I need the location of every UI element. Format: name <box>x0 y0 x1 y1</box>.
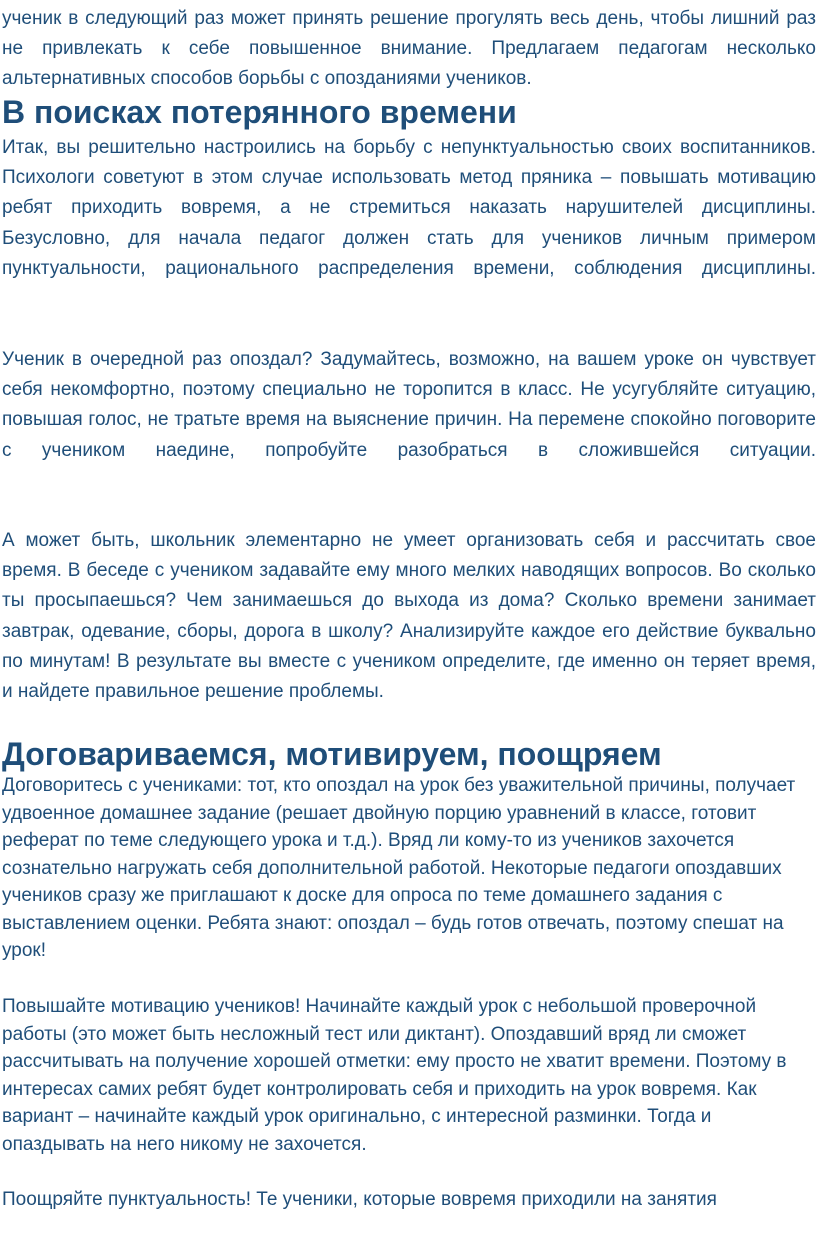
paragraph-time-organization: А может быть, школьник элементарно не умеет организовать себя и рассчитать свое время. В беседе с учеником задавайте ему много мелких наводящих вопросов. Во сколько ты просыпаешься? Чем занимаешься до выхода из дома? Сколько времени занимает завтрак, одевание, сборы, дорога в школу? Анализируйте каждое его действие буквально по минутам! В результате вы вместе с учеником определите, где именно он теряет время, и найдете правильное решение проблемы. <box>2 530 816 703</box>
paragraph-motivation-method: Итак, вы решительно настроились на борьбу с непунктуальностью своих воспитанников. Психологи советуют в этом случае использовать метод пряника – повышать мотивацию ребят приходить вовремя, а не стремиться наказать нарушителей дисциплины. Безусловно, для начала педагог должен стать для учеников личным примером пунктуальности, рационального распределения времени, соблюдения дисциплины. <box>2 137 816 279</box>
paragraph-double-homework: Договоритесь с учениками: тот, кто опоздал на урок без уважительной причины, получает удвоенное домашнее задание (решает двойную порцию уравнений в классе, готовит реферат по теме следующего урока и т.д.). Вряд ли кому-то из учеников захочется сознательно нагружать себя дополнительной работой. Некоторые педагоги опоздавших учеников сразу же приглашают к доске для опроса по теме домашнего задания с выставлением оценки. Ребята знают: опоздал – будь готов отвечать, поэтому спешат на урок! <box>2 775 796 961</box>
paragraph-raise-motivation: Повышайте мотивацию учеников! Начинайте каждый урок с небольшой проверочной работы (это может быть несложный тест или диктант). Опоздавший вряд ли сможет рассчитывать на получение хорошей отметки: ему просто не хватит времени. Поэтому в интересах самих ребят будет контролировать себя и приходить на урок вовремя. Как вариант – начинайте каждый урок оригинально, с интересной разминки. Тогда и опаздывать на него никому не захочется. <box>2 996 787 1155</box>
paragraph-late-student: Ученик в очередной раз опоздал? Задумайтесь, возможно, на вашем уроке он чувствует себя некомфортно, поэтому специально не торопится в класс. Не усугубляйте ситуацию, повышая голос, не тратьте время на выяснение причин. На перемене спокойно поговорите с учеником наедине, попробуйте разобраться в сложившейся ситуации. <box>2 349 816 461</box>
intro-paragraph: ученик в следующий раз может принять решение прогулять весь день, чтобы лишний раз не привлекать к себе повышенное внимание. Предлагаем педагогам несколько альтернативных способов борьбы с опозданиями учеников. <box>2 8 816 90</box>
section-heading-agree-motivate: Договариваемся, мотивируем, поощряем <box>2 736 662 772</box>
section-heading-lost-time: В поисках потерянного времени <box>2 94 517 130</box>
paragraph-encourage-punctuality: Поощряйте пунктуальность! Те ученики, которые вовремя приходили на занятия <box>2 1189 717 1210</box>
